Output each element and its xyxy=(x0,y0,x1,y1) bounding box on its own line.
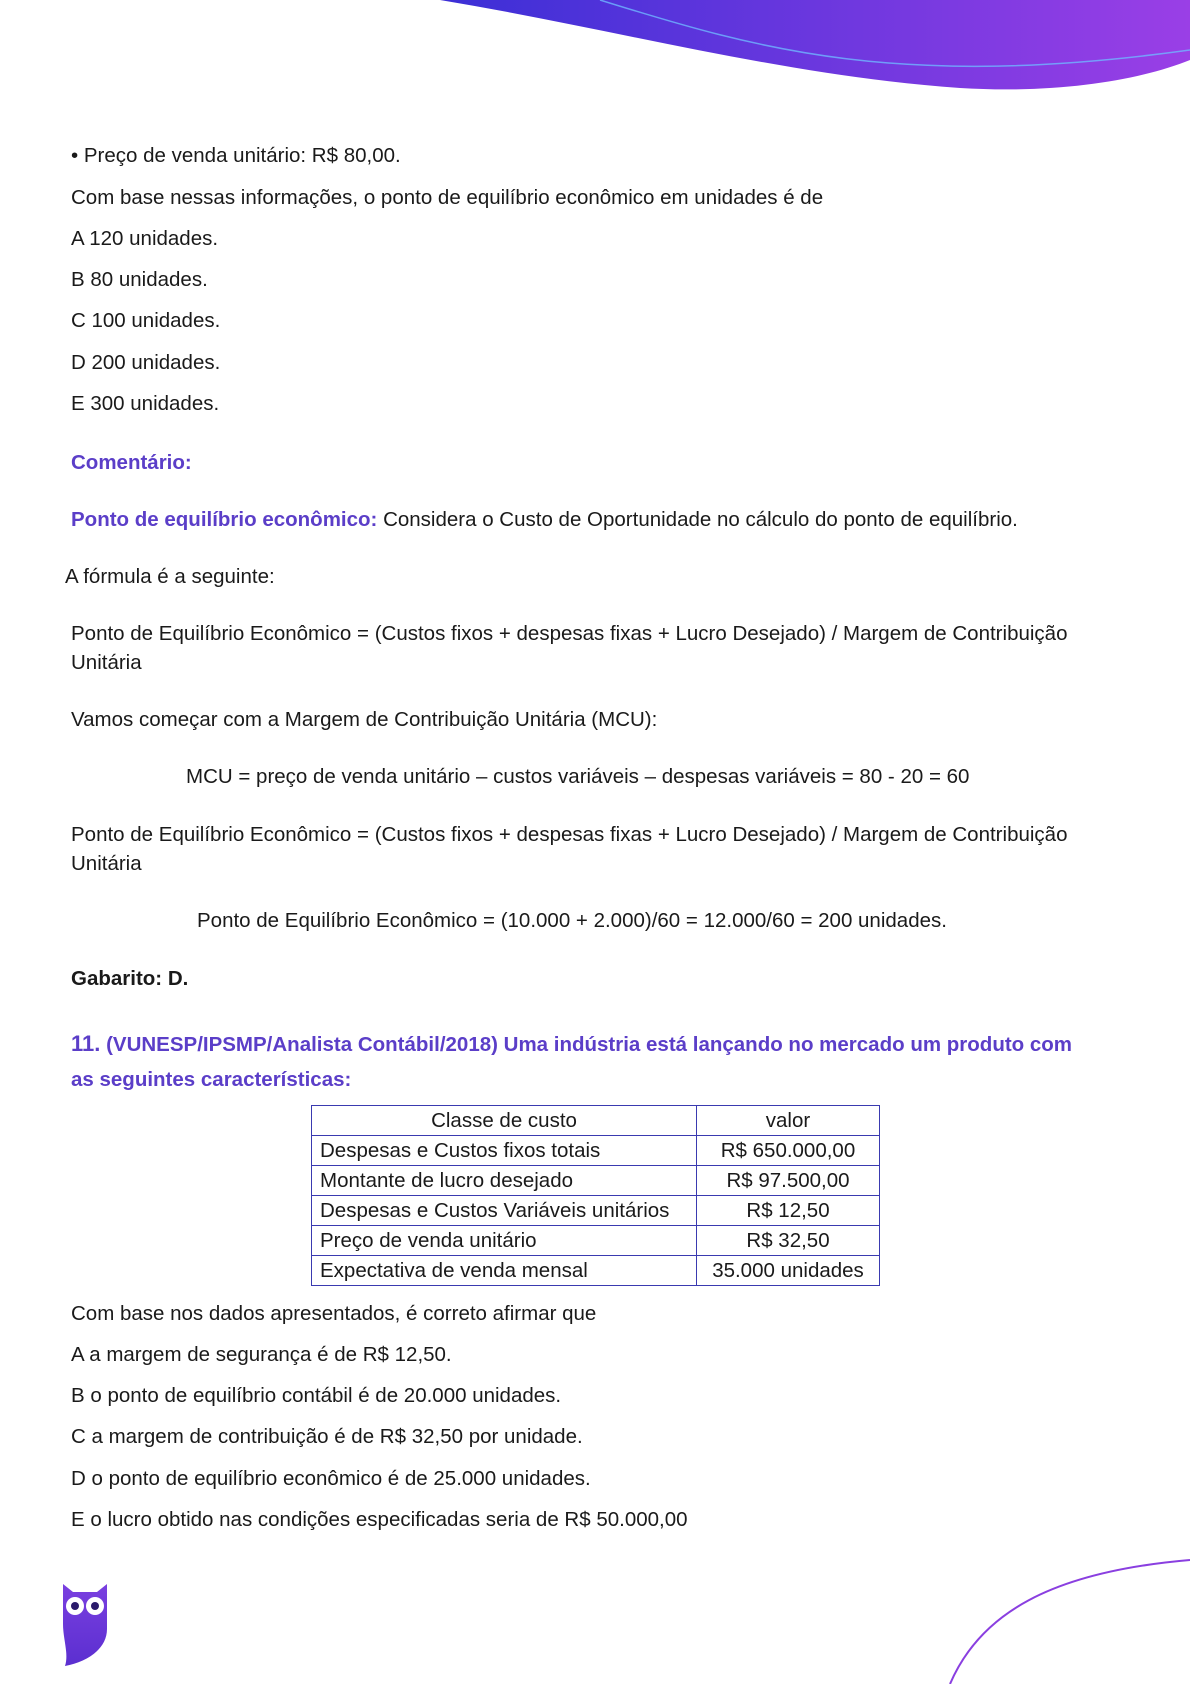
table-cell-class: Montante de lucro desejado xyxy=(312,1166,697,1196)
question-11-prompt: Com base nos dados apresentados, é correto afirmar que xyxy=(71,1302,597,1325)
formula2-line-1: Ponto de Equilíbrio Econômico = (Custos fixos + despesas fixas + Lucro Desejado) / Margem de Contribuição xyxy=(71,823,1068,846)
table-cell-value: 35.000 unidades xyxy=(697,1256,880,1286)
formula-intro: A fórmula é a seguinte: xyxy=(65,565,275,588)
question-number: 11. xyxy=(71,1031,101,1056)
table-header-cell: Classe de custo xyxy=(312,1106,697,1136)
option-b: B 80 unidades. xyxy=(71,268,208,291)
mcu-formula: MCU = preço de venda unitário – custos variáveis – despesas variáveis = 80 - 20 = 60 xyxy=(186,765,970,788)
question-11-title-line-2: as seguintes características: xyxy=(71,1068,352,1091)
table-row xyxy=(312,1196,880,1226)
table-cell-value: R$ 650.000,00 xyxy=(697,1136,880,1166)
calculation: Ponto de Equilíbrio Econômico = (10.000 + 2.000)/60 = 12.000/60 = 200 unidades. xyxy=(197,909,947,932)
table-row xyxy=(312,1256,880,1286)
formula-line-2: Unitária xyxy=(71,651,142,674)
table-cell-class: Expectativa de venda mensal xyxy=(312,1256,697,1286)
q11-option-a: A a margem de segurança é de R$ 12,50. xyxy=(71,1343,452,1366)
definition-text: Considera o Custo de Oportunidade no cálculo do ponto de equilíbrio. xyxy=(377,508,1018,531)
q11-option-c: C a margem de contribuição é de R$ 32,50 por unidade. xyxy=(71,1425,583,1448)
comment-heading: Comentário: xyxy=(71,451,192,474)
table-header-cell: valor xyxy=(697,1106,880,1136)
question-prompt: Com base nessas informações, o ponto de equilíbrio econômico em unidades é de xyxy=(71,186,824,209)
table-cell-class: Despesas e Custos fixos totais xyxy=(312,1136,697,1166)
table-header-row xyxy=(312,1106,880,1136)
table-cell-value: R$ 97.500,00 xyxy=(697,1166,880,1196)
question-11-title-text: (VUNESP/IPSMP/Analista Contábil/2018) Uma indústria está lançando no mercado um produto com xyxy=(100,1033,1073,1056)
definition-paragraph xyxy=(71,508,1018,532)
table-row xyxy=(312,1136,880,1166)
formula2-line-2: Unitária xyxy=(71,852,142,875)
table-cell-value: R$ 32,50 xyxy=(697,1226,880,1256)
definition-term: Ponto de equilíbrio econômico: xyxy=(71,508,378,531)
option-a: A 120 unidades. xyxy=(71,227,219,250)
q11-option-e: E o lucro obtido nas condições especificadas seria de R$ 50.000,00 xyxy=(71,1508,688,1531)
header-wave-decoration xyxy=(0,0,1190,100)
q11-option-b: B o ponto de equilíbrio contábil é de 20.000 unidades. xyxy=(71,1384,562,1407)
table-cell-class: Preço de venda unitário xyxy=(312,1226,697,1256)
footer-curve-decoration xyxy=(830,1554,1190,1684)
cost-table xyxy=(311,1105,880,1286)
table-cell-value: R$ 12,50 xyxy=(697,1196,880,1226)
formula-line-1: Ponto de Equilíbrio Econômico = (Custos fixos + despesas fixas + Lucro Desejado) / Margem de Contribuição xyxy=(71,622,1068,645)
table-cell-class: Despesas e Custos Variáveis unitários xyxy=(312,1196,697,1226)
answer-key: Gabarito: D. xyxy=(71,967,189,990)
option-c: C 100 unidades. xyxy=(71,309,221,332)
mcu-intro: Vamos começar com a Margem de Contribuição Unitária (MCU): xyxy=(71,708,658,731)
bullet-unit-price: • Preço de venda unitário: R$ 80,00. xyxy=(71,144,401,167)
option-d: D 200 unidades. xyxy=(71,351,221,374)
question-11-title-line-1 xyxy=(71,1031,1072,1057)
option-e: E 300 unidades. xyxy=(71,392,220,415)
owl-logo-icon xyxy=(57,1574,113,1666)
table-row xyxy=(312,1166,880,1196)
q11-option-d: D o ponto de equilíbrio econômico é de 25.000 unidades. xyxy=(71,1467,591,1490)
table-row xyxy=(312,1226,880,1256)
